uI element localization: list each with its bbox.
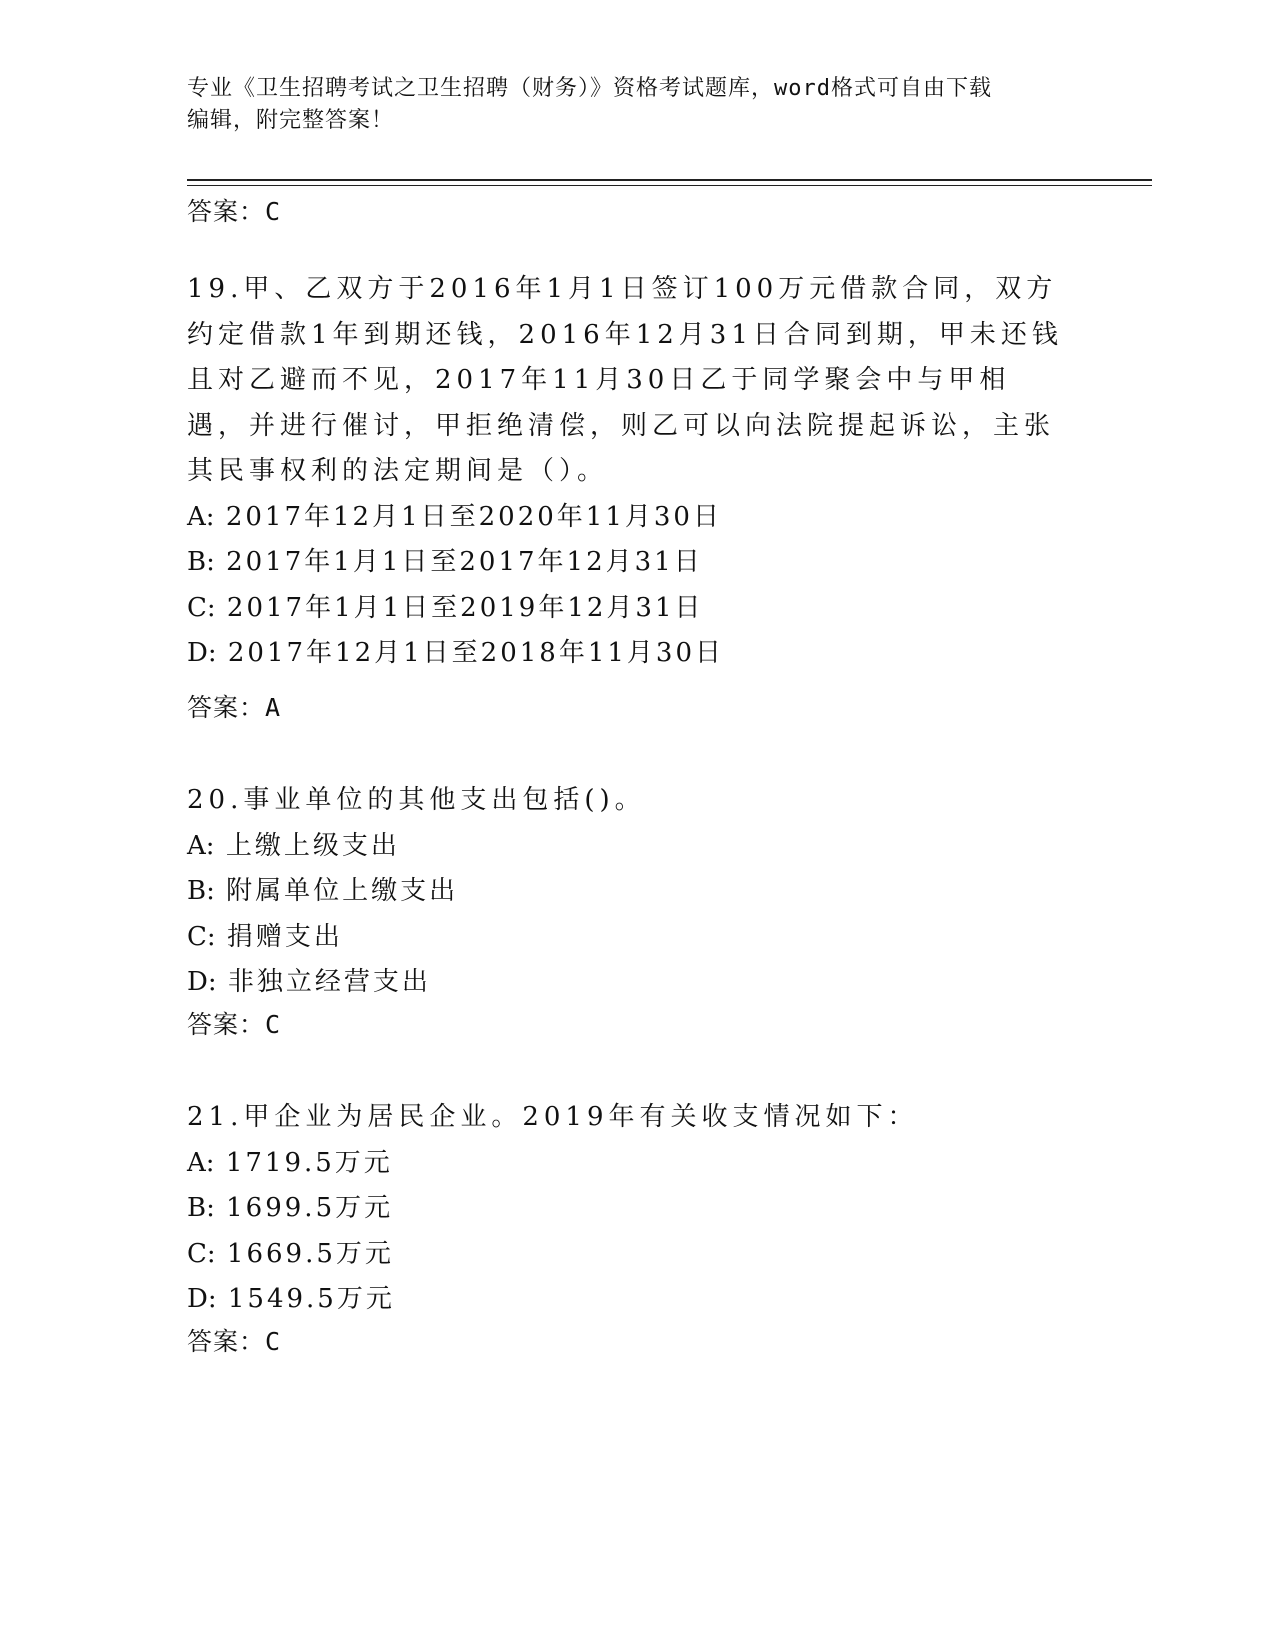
option-d [187,960,1067,1006]
option-a [187,495,1067,541]
option-key: B: [187,876,215,906]
question-19 [187,267,1067,677]
option-b [187,540,1067,586]
option-a [187,824,1067,870]
answer-20: 答案：C [187,1010,282,1039]
option-key: D: [187,967,217,997]
option-key: A: [187,501,215,532]
option-text: 2017年12月1日至2020年11月30日 [225,501,722,532]
option-text: 2017年1月1日至2019年12月31日 [226,592,704,623]
option-key: B: [187,547,215,577]
option-key: C: [187,1238,216,1269]
option-key: C: [187,592,216,623]
option-key: C: [187,921,216,952]
option-text: 1719.5万元 [225,1147,393,1178]
option-key: A: [187,830,215,861]
option-c [187,915,1067,961]
option-text: 2017年1月1日至2017年12月31日 [226,547,703,577]
option-key: D: [187,1284,217,1314]
option-a [187,1141,1067,1187]
answer-21: 答案：C [187,1327,282,1356]
option-text: 上缴上级支出 [225,830,400,861]
option-key: B: [187,1193,215,1223]
option-c [187,1232,1067,1278]
option-text: 2017年12月1日至2018年11月30日 [227,638,725,668]
option-text: 附属单位上缴支出 [226,876,459,906]
document-header [187,73,1067,137]
previous-answer: 答案：C [187,197,282,226]
option-text: 1699.5万元 [226,1193,394,1223]
option-text: 捐赠支出 [226,921,343,952]
option-b [187,869,1067,915]
option-text: 非独立经营支出 [227,967,431,997]
question-21 [187,1095,1067,1323]
option-d [187,1277,1067,1323]
option-d [187,631,1067,677]
option-b [187,1186,1067,1232]
question-20 [187,778,1067,1006]
option-key: A: [187,1147,215,1178]
header-line-1: 专业《卫生招聘考试之卫生招聘（财务）》资格考试题库，word格式可自由下载 [187,76,992,101]
option-text: 1669.5万元 [226,1238,394,1269]
option-key: D: [187,638,217,668]
question-stem: 19.甲、乙双方于2016年1月1日签订100万元借款合同，双方约定借款1年到期还钱，2016年12月31日合同到期，甲未还钱且对乙避而不见，2017年11月30日乙于同学聚会中与甲相遇，并进行催讨，甲拒绝清偿，则乙可以向法院提起诉讼，主张其民事权利的法定期间是（）。 [187,274,1063,486]
option-text: 1549.5万元 [227,1284,395,1314]
header-line-2: 编辑，附完整答案！ [187,108,395,133]
question-stem: 21.甲企业为居民企业。2019年有关收支情况如下： [187,1102,919,1132]
question-stem: 20.事业单位的其他支出包括()。 [187,785,646,815]
option-c [187,586,1067,632]
header-divider-thin [187,185,1152,186]
answer-19: 答案：A [187,693,282,722]
header-divider-thick [187,179,1152,181]
